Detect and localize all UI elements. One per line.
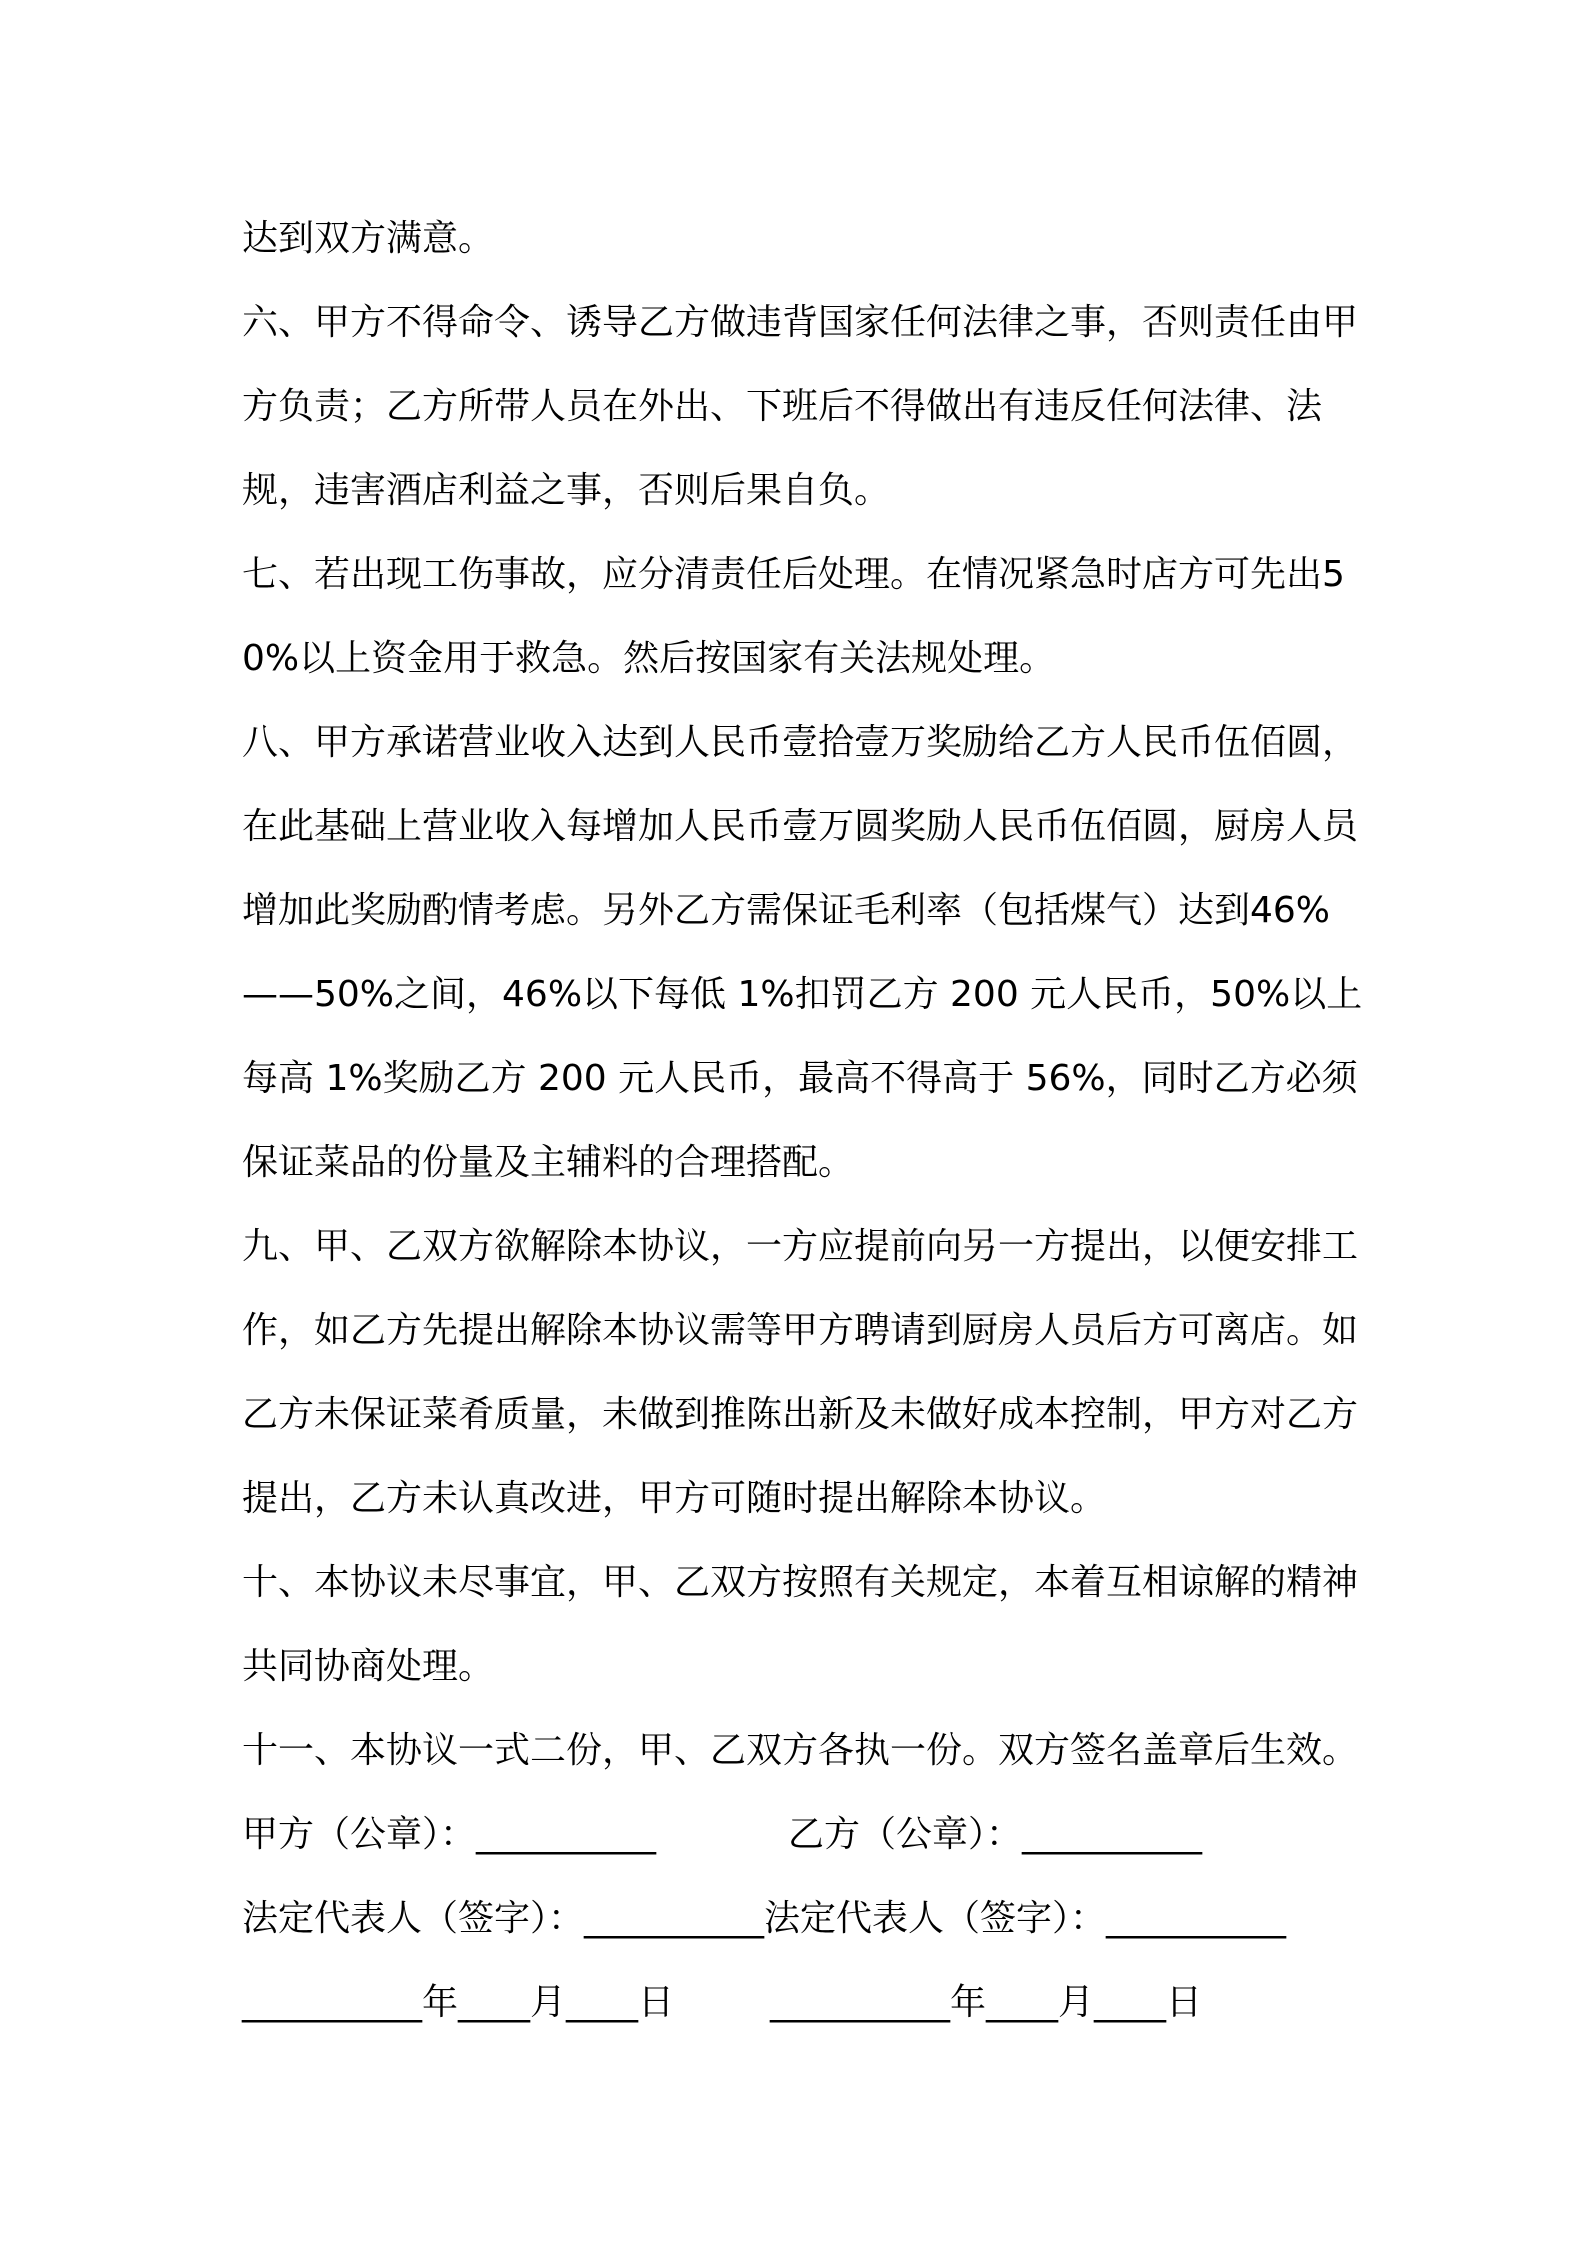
party-b-date-field: __________年____月____日 (770, 1982, 1202, 2023)
party-b-seal-field: 乙方（公章）：__________ (788, 1814, 1203, 1855)
clause-7: 七、若出现工伤事故，应分清责任后处理。在情况紧急时店方可先出50%以上资金用于救急。然后按国家有关法规处理。 (242, 554, 1345, 679)
signature-seal-row (242, 1793, 1372, 1877)
clause-9: 九、甲、乙双方欲解除本协议，一方应提前向另一方提出，以便安排工作，如乙方先提出解除本协议需等甲方聘请到厨房人员后方可离店。如乙方未保证菜肴质量，未做到推陈出新及未做好成本控制，甲方对乙方提出，乙方未认真改进，甲方可随时提出解除本协议。 (242, 1226, 1359, 1519)
party-a-seal-field: 甲方（公章）：__________ (242, 1814, 657, 1855)
signature-rep-row (242, 1877, 1372, 1961)
clause-10: 十、本协议未尽事宜，甲、乙双方按照有关规定，本着互相谅解的精神共同协商处理。 (242, 1562, 1359, 1687)
clause-6: 六、甲方不得命令、诱导乙方做违背国家任何法律之事，否则责任由甲方负责；乙方所带人员在外出、下班后不得做出有违反任何法律、法规，违害酒店利益之事，否则后果自负。 (242, 302, 1359, 511)
party-a-rep-field: 法定代表人（签字）：__________ (242, 1898, 765, 1939)
signature-date-row (242, 1961, 1372, 2045)
party-a-date-field: __________年____月____日 (242, 1982, 674, 2023)
clause-11: 十一、本协议一式二份，甲、乙双方各执一份。双方签名盖章后生效。 (242, 1730, 1359, 1771)
document-body (242, 197, 1372, 2045)
paragraph-continuation: 达到双方满意。 (242, 218, 495, 259)
party-b-rep-field: 法定代表人（签字）：__________ (764, 1898, 1287, 1939)
clause-8: 八、甲方承诺营业收入达到人民币壹拾壹万奖励给乙方人民币伍佰圆，在此基础上营业收入每增加人民币壹万圆奖励人民币伍佰圆，厨房人员增加此奖励酌情考虑。另外乙方需保证毛利率（包括煤气）达到46%——50%之间，46%以下每低 1%扣罚乙方 200 元人民币，50%以上每高 1%奖励乙方 200 元人民币，最高不得高于 56%，同时乙方必须保证菜品的份量及主辅料的合理搭配。 (242, 722, 1363, 1183)
